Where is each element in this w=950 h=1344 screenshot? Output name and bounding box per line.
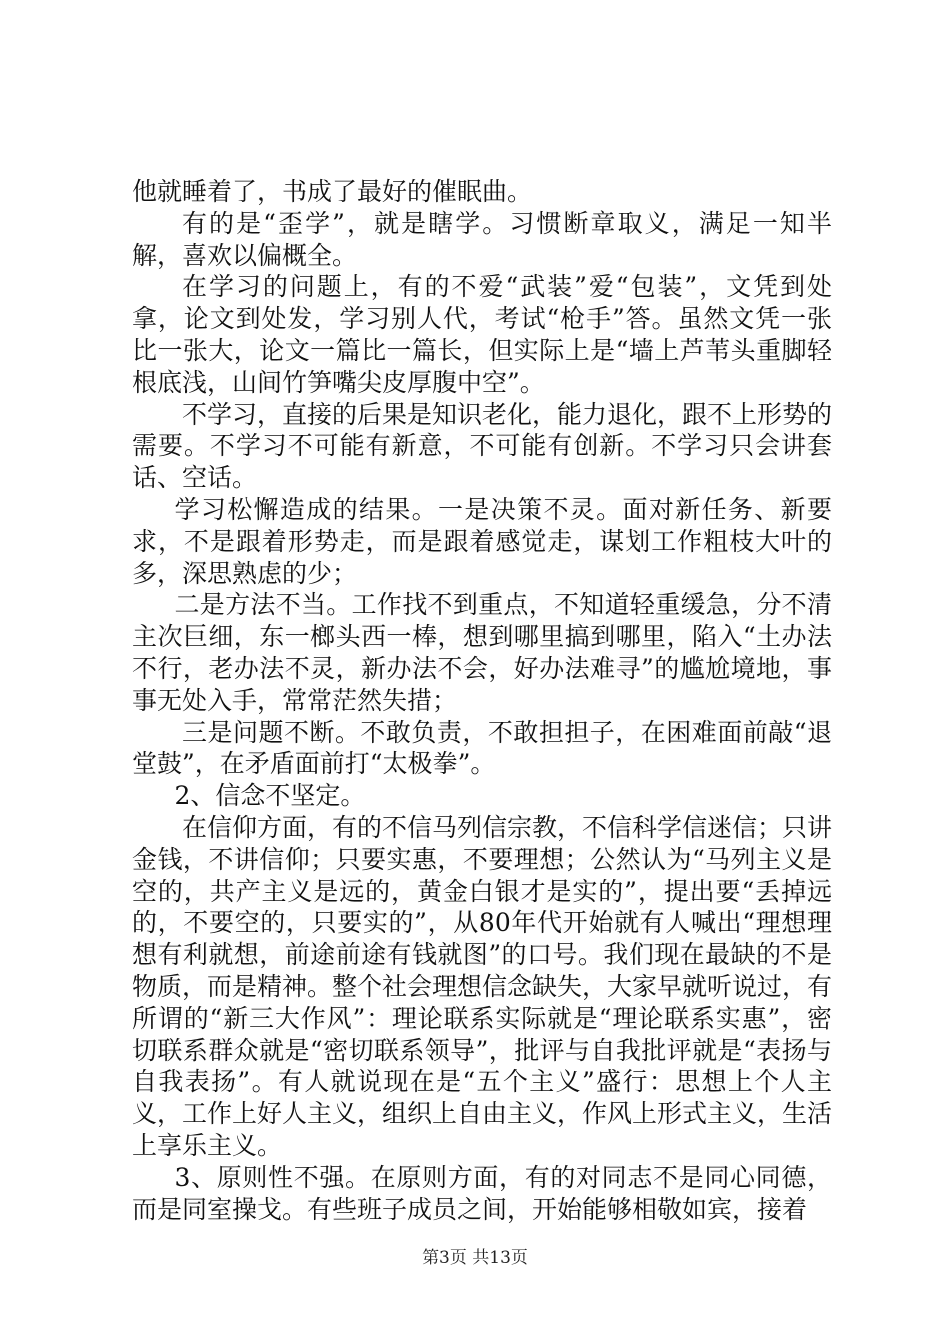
paragraph-continuation: 他就睡着了，书成了最好的催眠曲。 [132,177,533,206]
paragraph-wai-xue: 有的是“歪学”，就是瞎学。习惯断章取义，满足一知半解，喜欢以偏概全。 [132,208,832,270]
page-number-footer: 第3页 共13页 [422,1248,528,1268]
paragraph-packaging: 在学习的问题上，有的不爱“武装”爱“包装”，文凭到处拿，论文到处发，学习别人代，考试“枪手”答。虽然文凭一张比一张大，论文一篇比一篇长，但实际上是“墙上芦苇头重脚轻根底浅，山间竹笋嘴尖皮厚腹中空”。 [132,272,832,397]
paragraph-not-learning: 不学习，直接的后果是知识老化，能力退化，跟不上形势的需要。不学习不可能有新意，不可能有创新。不学习只会讲套话、空话。 [132,399,833,493]
paragraph-result-three: 三是问题不断。不敢负责，不敢担担子，在困难面前敲“退堂鼓”，在矛盾面前打“太极拳”。 [132,717,832,779]
paragraph-principle: 3、原则性不强。在原则方面，有的对同志不是同心同德，而是同室操戈。有些班子成员之间，开始能够相敬如宾，接着 [132,1162,832,1224]
section-heading-belief: 2、信念不坚定。 [174,781,366,811]
paragraph-belief: 在信仰方面，有的不信马列信宗教，不信科学信迷信；只讲金钱，不讲信仰；只要实惠，不要理想；公然认为“马列主义是空的，共产主义是远的，黄金白银才是实的”，提出要“丢掉远的，不要空的，只要实的”，从80年代开始就有人喊出“理想理想有利就想，前途前途有钱就图”的口号。我们现在最缺的不是物质，而是精神。整个社会理想信念缺失，大家早就听说过，有所谓的“新三大作风”：理论联系实际就是“理论联系实惠”，密切联系群众就是“密切联系领导”，批评与自我批评就是“表扬与自我表扬”。有人就说现在是“五个主义”盛行：思想上个人主义，工作上好人主义，组织上自由主义，作风上形式主义，生活上享乐主义。 [132,812,833,1160]
document-body [132,176,832,1225]
paragraph-result-one: 学习松懈造成的结果。一是决策不灵。面对新任务、新要求，不是跟着形势走，而是跟着感觉走，谋划工作粗枝大叶的多，深思熟虑的少； [132,494,832,588]
paragraph-result-two: 二是方法不当。工作找不到重点，不知道轻重缓急，分不清主次巨细，东一榔头西一棒，想到哪里搞到哪里，陷入“土办法不行，老办法不灵，新办法不会，好办法难寻”的尴尬境地，事事无处入手，常常茫然失措； [132,590,832,715]
